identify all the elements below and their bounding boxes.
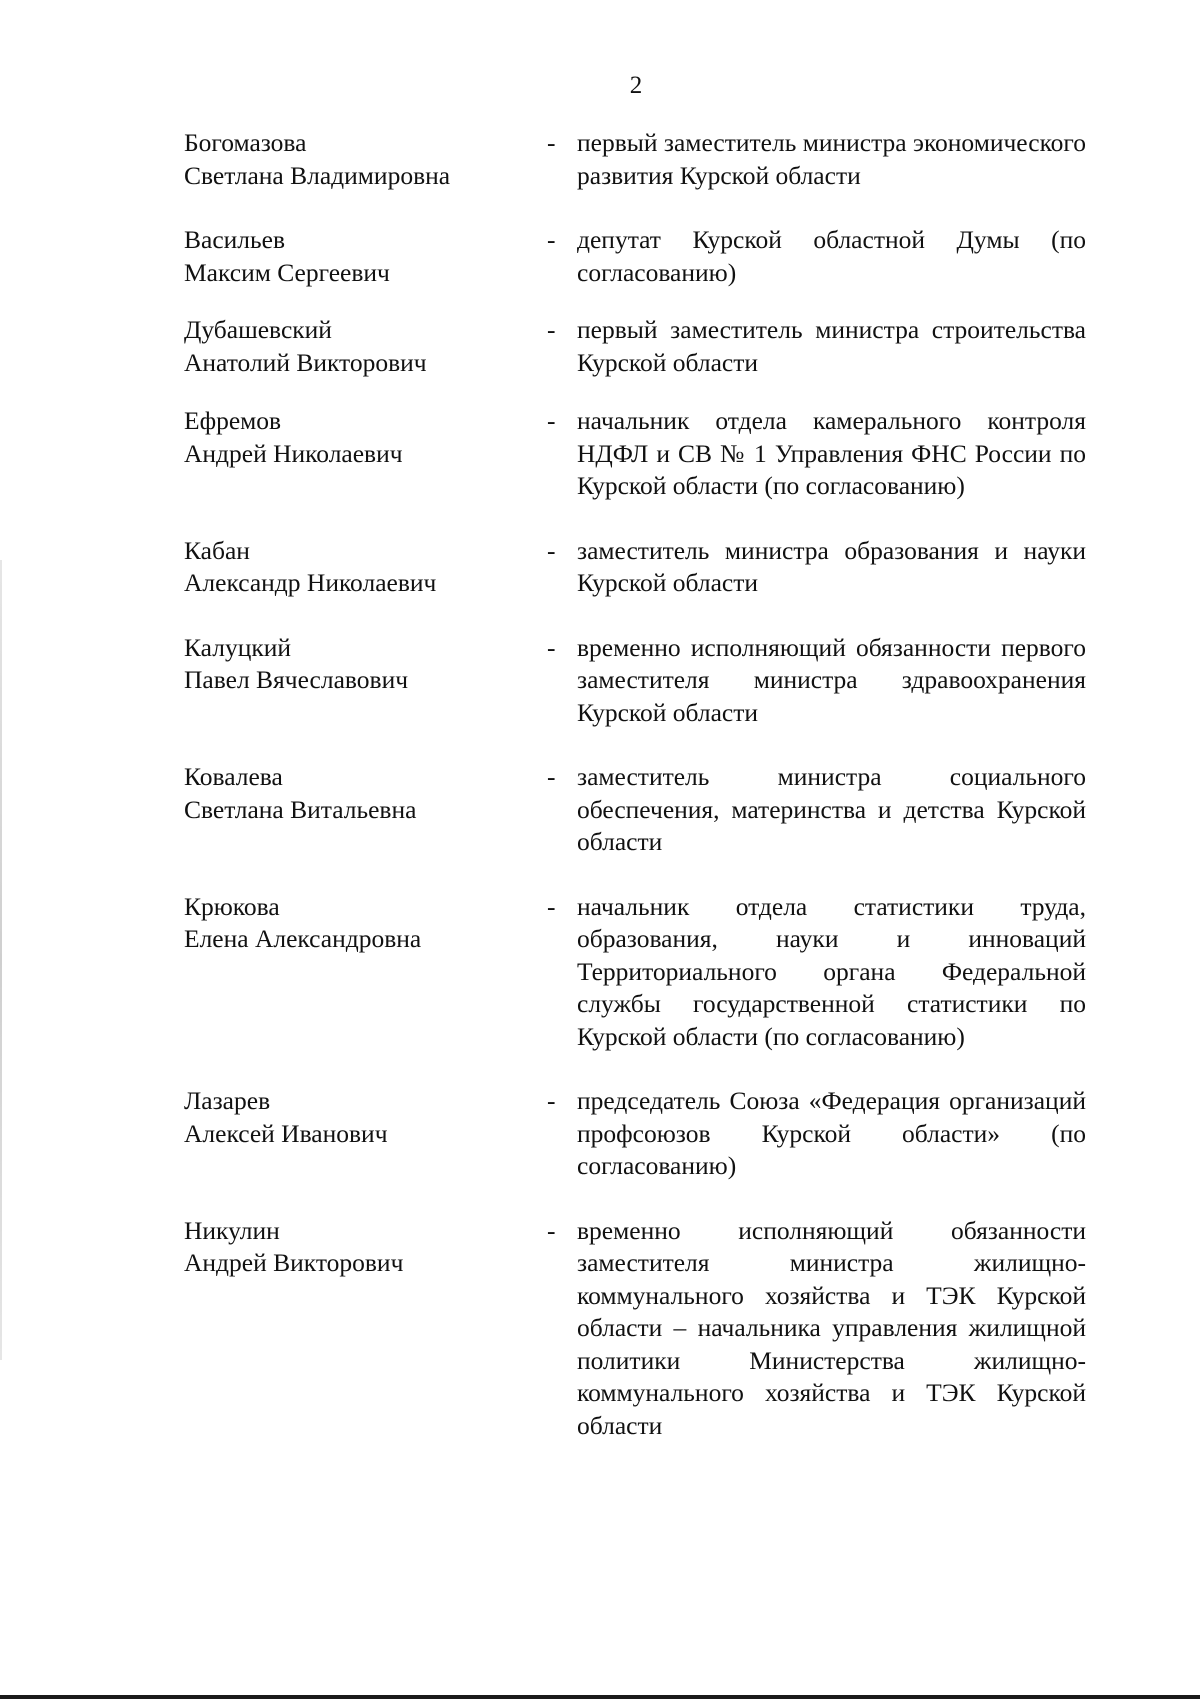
member-row [184,891,1092,1054]
member-row [184,1085,1092,1183]
member-given-names: Елена Александровна [184,924,422,953]
member-position: первый заместитель министра строительства Курской области [577,315,1086,377]
separator-dash: - [547,1086,556,1115]
member-name [184,1085,547,1150]
member-position: временно исполняющий обязанности первого заместителя министра здравоохранения Курской области [577,632,1086,727]
member-surname: Дубашевский [184,315,332,344]
separator-dash: - [547,762,556,791]
separator-dash: - [547,891,556,921]
member-row [184,314,1092,379]
separator-dash: - [547,225,556,254]
separator-dash: - [547,632,556,662]
commission-members-list [184,127,1092,1442]
scan-bottom-border [0,1695,1200,1699]
page-number: 2 [629,72,643,99]
separator-dash: - [547,128,556,157]
member-name [184,314,547,379]
member-name [184,405,547,470]
member-position: председатель Союза «Федерация организаций профсоюзов Курской области» (по согласованию) [577,1086,1086,1180]
member-given-names: Светлана Владимировна [184,160,451,190]
member-name [184,535,547,600]
member-given-names: Светлана Витальевна [184,794,417,824]
member-given-names: Максим Сергеевич [184,257,390,287]
member-surname: Никулин [184,1215,280,1245]
separator-dash: - [547,1215,556,1245]
separator-dash: - [547,535,556,565]
member-surname: Крюкова [184,891,280,921]
member-given-names: Алексей Иванович [184,1118,388,1148]
member-given-names: Андрей Николаевич [184,438,403,468]
member-name [184,891,547,956]
member-surname: Калуцкий [184,632,292,662]
member-surname: Васильев [184,225,286,254]
separator-dash: - [547,315,556,344]
member-name [184,1215,547,1280]
member-surname: Ковалева [184,762,283,791]
member-position: временно исполняющий обязанности заместителя министра жилищно-коммунального хозяйства и ТЭК Курской области – начальника управления жилищной политики Министерства жилищно-коммунального хозяйства и ТЭК Курской области [577,1215,1086,1440]
member-surname: Ефремов [184,406,282,435]
member-given-names: Александр Николаевич [184,568,437,597]
member-name [184,632,547,697]
member-position: начальник отдела камерального контроля НДФЛ и СВ № 1 Управления ФНС России по Курской области (по согласованию) [577,406,1086,500]
member-row [184,535,1092,600]
member-position: заместитель министра образования и науки Курской области [577,535,1086,597]
separator-dash: - [547,406,556,435]
member-surname: Богомазова [184,128,307,157]
member-row [184,127,1092,192]
member-surname: Лазарев [184,1086,271,1115]
member-position: первый заместитель министра экономического развития Курской области [577,128,1086,190]
member-name [184,127,547,192]
member-row [184,761,1092,859]
member-row [184,632,1092,730]
member-surname: Кабан [184,535,250,565]
member-given-names: Анатолий Викторович [184,347,427,377]
member-name [184,224,547,289]
member-row [184,224,1092,289]
member-position: заместитель министра социального обеспечения, материнства и детства Курской области [577,762,1086,856]
member-given-names: Андрей Викторович [184,1248,404,1277]
member-given-names: Павел Вячеславович [184,665,409,694]
member-position: начальник отдела статистики труда, образования, науки и инноваций Территориального органа Федеральной службы государственной статистики по Курской области (по согласованию) [577,891,1086,1051]
member-row [184,405,1092,503]
member-position: депутат Курской областной Думы (по согласованию) [577,225,1086,287]
member-name [184,761,547,826]
member-row [184,1215,1092,1443]
scan-edge-shadow [0,560,2,1360]
